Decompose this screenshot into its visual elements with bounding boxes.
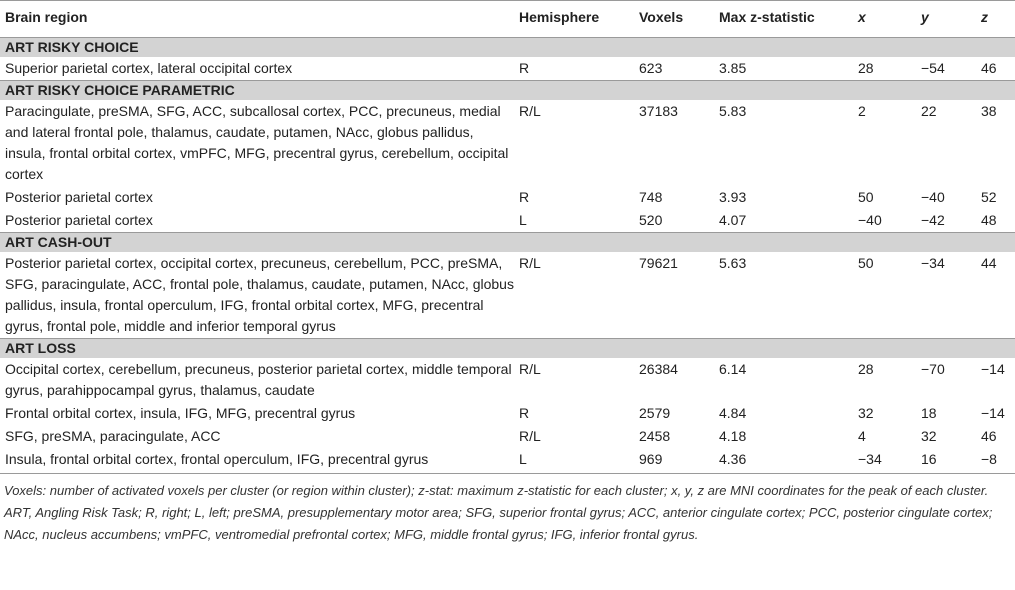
cell-x: 50 xyxy=(858,255,874,271)
cell-x: 50 xyxy=(858,189,874,205)
cell-voxels: 623 xyxy=(639,60,663,76)
header-row xyxy=(0,1,1015,38)
cell-z: 52 xyxy=(981,189,997,205)
header-max-z: Max z-statistic xyxy=(714,1,853,38)
section-title: ART CASH-OUT xyxy=(0,233,1015,253)
cell-x: 32 xyxy=(858,405,874,421)
cell-y: 32 xyxy=(921,428,937,444)
cell-hemisphere: L xyxy=(519,212,527,228)
table-row xyxy=(0,252,1015,339)
table-row xyxy=(0,100,1015,186)
cell-brain-region: Insula, frontal orbital cortex, frontal operculum, IFG, precentral gyrus xyxy=(0,448,514,474)
cell-hemisphere: R xyxy=(519,405,530,421)
table-row xyxy=(0,358,1015,402)
section-title: ART RISKY CHOICE PARAMETRIC xyxy=(0,81,1015,101)
cell-voxels: 26384 xyxy=(639,361,678,377)
cell-max-z: 3.93 xyxy=(719,189,747,205)
table-row xyxy=(0,57,1015,81)
section-title: ART LOSS xyxy=(0,339,1015,359)
cell-y: −54 xyxy=(921,60,945,76)
section-header-row xyxy=(0,38,1015,58)
cell-x: 28 xyxy=(858,60,874,76)
cell-x: −40 xyxy=(858,212,882,228)
cell-brain-region: Posterior parietal cortex xyxy=(5,189,153,205)
cell-voxels: 79621 xyxy=(639,255,678,271)
cell-y: −34 xyxy=(921,255,945,271)
cell-voxels: 520 xyxy=(639,212,663,228)
cell-voxels: 748 xyxy=(639,189,663,205)
cell-z: −14 xyxy=(981,405,1005,421)
cell-brain-region: SFG, preSMA, paracingulate, ACC xyxy=(5,428,221,444)
table-footnote: Voxels: number of activated voxels per cluster (or region within cluster); z-stat: maximum z-statistic for each cluster; x, y, z are MNI coordinates for the peak of each cluster. ART, Angling Risk Task; R, right; L, left; preSMA, presupplementary motor area; SFG, superior frontal gyrus; ACC, anterior cingulate cortex; PCC, posterior cingulate cortex; NAcc, nucleus accumbens; vmPFC, ventromedial prefrontal cortex; MFG, middle frontal gyrus; IFG, inferior frontal gyrus. xyxy=(4,483,993,542)
cell-max-z: 5.63 xyxy=(719,255,747,271)
cell-brain-region: Occipital cortex, cerebellum, precuneus, posterior parietal cortex, middle temporal gyrus, parahippocampal gyrus, thalamus, caudate xyxy=(5,361,512,398)
cell-x: −34 xyxy=(853,448,916,474)
cell-voxels: 2458 xyxy=(639,428,671,444)
table-row xyxy=(0,186,1015,209)
cell-brain-region: Superior parietal cortex, lateral occipital cortex xyxy=(5,60,293,76)
cell-brain-region: Posterior parietal cortex, occipital cortex, precuneus, cerebellum, PCC, preSMA, SFG, paracingulate, ACC, frontal pole, thalamus, caudate, putamen, NAcc, globus pallidus, insula, frontal operculum, IFG, frontal orbital cortex, MFG, precentral gyrus, frontal pole, middle and inferior temporal gyrus xyxy=(5,255,514,334)
cell-y: −40 xyxy=(921,189,945,205)
cell-x: 2 xyxy=(858,103,866,119)
table-body xyxy=(0,38,1015,474)
cell-y: 18 xyxy=(921,405,937,421)
cell-y: −42 xyxy=(921,212,945,228)
cell-brain-region: Frontal orbital cortex, insula, IFG, MFG, precentral gyrus xyxy=(5,405,356,421)
cell-hemisphere: R/L xyxy=(519,428,541,444)
cell-hemisphere: R xyxy=(519,60,530,76)
cell-brain-region: Paracingulate, preSMA, SFG, ACC, subcallosal cortex, PCC, precuneus, medial and lateral frontal pole, thalamus, caudate, putamen, NAcc, globus pallidus, insula, frontal orbital cortex, vmPFC, MFG, precentral gyrus, cerebellum, occipital cortex xyxy=(5,103,509,182)
section-header-row xyxy=(0,233,1015,253)
cell-max-z: 4.18 xyxy=(719,428,747,444)
cell-hemisphere: R/L xyxy=(519,361,541,377)
cell-y: 16 xyxy=(916,448,976,474)
table-row xyxy=(0,425,1015,448)
cell-z: −8 xyxy=(976,448,1015,474)
section-header-row xyxy=(0,81,1015,101)
cell-z: 48 xyxy=(981,212,997,228)
cell-z: 38 xyxy=(981,103,997,119)
cell-y: −70 xyxy=(921,361,945,377)
cell-z: 46 xyxy=(981,428,997,444)
cell-z: 44 xyxy=(981,255,997,271)
table-row xyxy=(0,448,1015,474)
cell-hemisphere: L xyxy=(514,448,634,474)
cell-hemisphere: R xyxy=(519,189,530,205)
cell-voxels: 37183 xyxy=(639,103,678,119)
header-voxels: Voxels xyxy=(634,1,714,38)
cell-hemisphere: R/L xyxy=(519,103,541,119)
header-y: y xyxy=(916,1,976,38)
cell-max-z: 4.07 xyxy=(719,212,747,228)
cell-hemisphere: R/L xyxy=(519,255,541,271)
header-z: z xyxy=(976,1,1015,38)
table-header xyxy=(0,1,1015,38)
cell-voxels: 969 xyxy=(634,448,714,474)
cell-z: 46 xyxy=(981,60,997,76)
cell-x: 4 xyxy=(858,428,866,444)
cell-max-z: 3.85 xyxy=(719,60,747,76)
table-row xyxy=(0,209,1015,233)
cell-max-z: 6.14 xyxy=(719,361,747,377)
cell-voxels: 2579 xyxy=(639,405,671,421)
section-header-row xyxy=(0,339,1015,359)
cell-max-z: 4.84 xyxy=(719,405,747,421)
header-x: x xyxy=(853,1,916,38)
cell-max-z: 4.36 xyxy=(714,448,853,474)
cell-x: 28 xyxy=(858,361,874,377)
cell-brain-region: Posterior parietal cortex xyxy=(5,212,153,228)
table-row xyxy=(0,402,1015,425)
section-title: ART RISKY CHOICE xyxy=(0,38,1015,58)
header-hemisphere: Hemisphere xyxy=(514,1,634,38)
cell-z: −14 xyxy=(981,361,1005,377)
cell-max-z: 5.83 xyxy=(719,103,747,119)
cell-y: 22 xyxy=(921,103,937,119)
header-brain-region: Brain region xyxy=(0,1,514,38)
